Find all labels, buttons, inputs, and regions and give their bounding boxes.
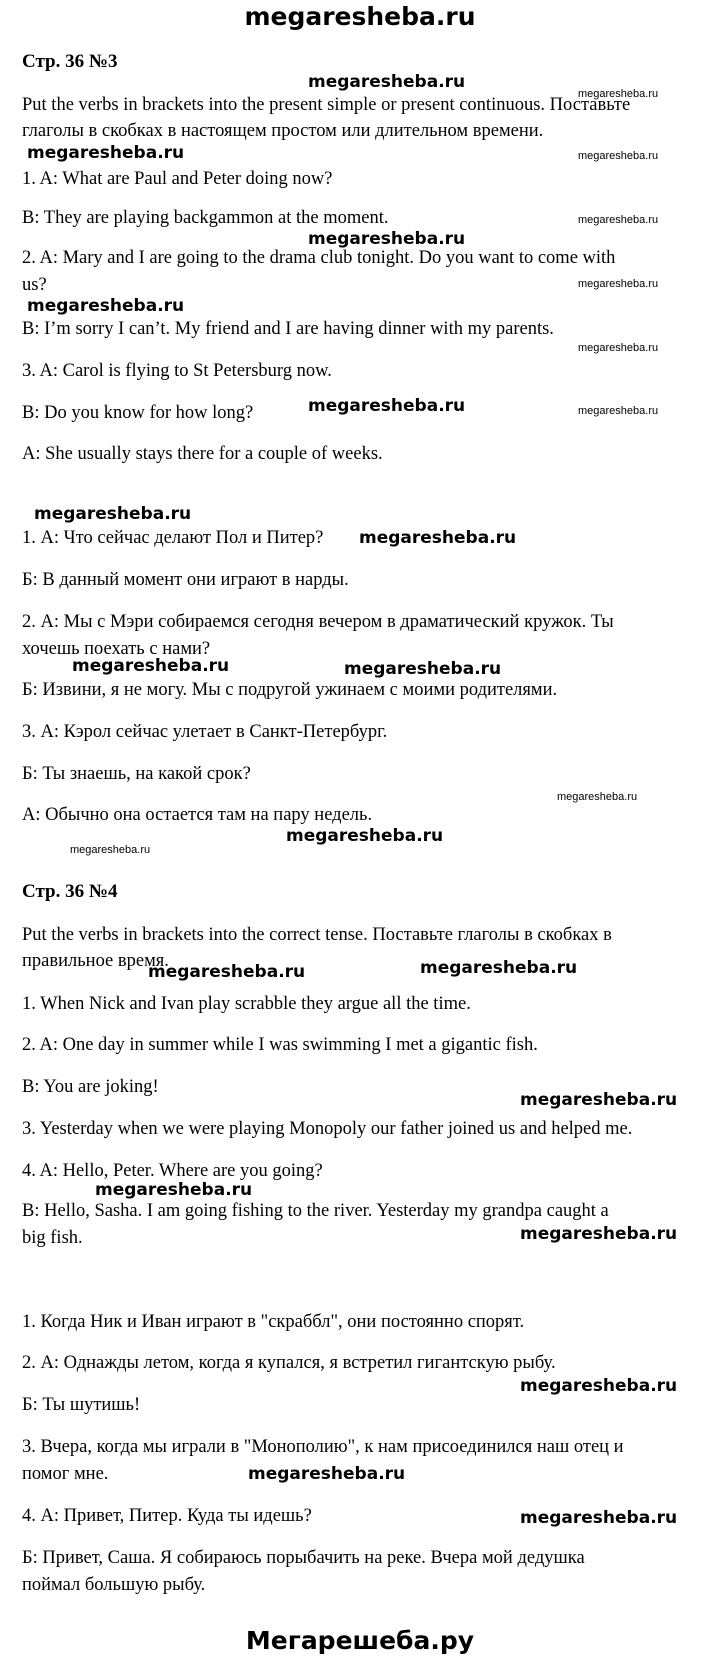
text-line: B: I’m sorry I can’t. My friend and I are having dinner with my parents. <box>22 319 554 339</box>
text-line: поймал большую рыбу. <box>22 1575 206 1595</box>
text-line: помог мне. <box>22 1464 109 1484</box>
watermark: megaresheba.ru <box>148 962 306 982</box>
watermark: megaresheba.ru <box>308 396 466 416</box>
text-line: B: Hello, Sasha. I am going fishing to the river. Yesterday my grandpa caught a <box>22 1201 609 1221</box>
text-line: 2. A: One day in summer while I was swimming I met a gigantic fish. <box>22 1035 538 1055</box>
text-line: 1. A: What are Paul and Peter doing now? <box>22 169 333 189</box>
watermark: megaresheba.ru <box>27 143 185 163</box>
text-line: Б: Ты шутишь! <box>22 1395 141 1415</box>
text-line: 4. A: Hello, Peter. Where are you going? <box>22 1161 323 1181</box>
text-line: 4. А: Привет, Питер. Куда ты идешь? <box>22 1506 312 1526</box>
text-line: правильное время. <box>22 951 169 971</box>
text-line: 1. When Nick and Ivan play scrabble they argue all the time. <box>22 994 471 1014</box>
text-line: Б: Привет, Саша. Я собираюсь порыбачить на реке. Вчера мой дедушка <box>22 1548 585 1568</box>
watermark-small: megaresheba.ru <box>578 150 659 162</box>
text-line: B: Do you know for how long? <box>22 403 254 423</box>
watermark: megaresheba.ru <box>286 826 444 846</box>
text-line: Put the verbs in brackets into the correct tense. Поставьте глаголы в скобках в <box>22 925 612 945</box>
watermark-small: megaresheba.ru <box>70 844 151 856</box>
watermark-small: megaresheba.ru <box>578 214 659 226</box>
text-line: 3. А: Кэрол сейчас улетает в Санкт-Петербург. <box>22 722 388 742</box>
text-line: B: They are playing backgammon at the moment. <box>22 208 389 228</box>
watermark: megaresheba.ru <box>520 1376 678 1396</box>
watermark: megaresheba.ru <box>308 229 466 249</box>
text-line: 2. А: Мы с Мэри собираемся сегодня вечером в драматический кружок. Ты <box>22 612 614 632</box>
section-title: Стр. 36 №3 <box>22 51 118 72</box>
text-line: 3. A: Carol is flying to St Petersburg now. <box>22 361 332 381</box>
watermark: megaresheba.ru <box>95 1180 253 1200</box>
watermark: megaresheba.ru <box>248 1464 406 1484</box>
watermark-small: megaresheba.ru <box>578 88 659 100</box>
text-line: Б: Извини, я не могу. Мы с подругой ужинаем с моими родителями. <box>22 680 558 700</box>
watermark-small: megaresheba.ru <box>578 278 659 290</box>
watermark-small: megaresheba.ru <box>578 342 659 354</box>
text-line: Б: В данный момент они играют в нарды. <box>22 570 349 590</box>
watermark: megaresheba.ru <box>420 958 578 978</box>
site-footer[interactable]: Мегарешеба.ру <box>245 1626 475 1655</box>
watermark: megaresheba.ru <box>34 504 192 524</box>
text-line: хочешь поехать с нами? <box>22 639 211 659</box>
text-line: 3. Вчера, когда мы играли в "Монополию", к нам присоединился наш отец и <box>22 1437 624 1457</box>
watermark: megaresheba.ru <box>308 72 466 92</box>
text-line: Put the verbs in brackets into the present simple or present continuous. Поставьте <box>22 95 631 115</box>
text-line: us? <box>22 275 47 295</box>
text-line: 1. А: Что сейчас делают Пол и Питер? <box>22 528 324 548</box>
text-line: 2. А: Однажды летом, когда я купался, я встретил гигантскую рыбу. <box>22 1353 556 1373</box>
text-line: А: Обычно она остается там на пару недель. <box>22 805 373 825</box>
text-line: глаголы в скобках в настоящем простом или длительном времени. <box>22 121 544 141</box>
watermark: megaresheba.ru <box>359 528 517 548</box>
watermark: megaresheba.ru <box>27 296 185 316</box>
site-header[interactable]: megaresheba.ru <box>244 2 476 31</box>
watermark-small: megaresheba.ru <box>557 791 638 803</box>
watermark-small: megaresheba.ru <box>578 405 659 417</box>
text-line: B: You are joking! <box>22 1077 159 1097</box>
section-title: Стр. 36 №4 <box>22 881 118 902</box>
watermark: megaresheba.ru <box>344 659 502 679</box>
watermark: megaresheba.ru <box>72 656 230 676</box>
text-line: 2. A: Mary and I are going to the drama club tonight. Do you want to come with <box>22 248 616 268</box>
text-line: 1. Когда Ник и Иван играют в "скраббл", они постоянно спорят. <box>22 1312 525 1332</box>
watermark: megaresheba.ru <box>520 1508 678 1528</box>
watermark: megaresheba.ru <box>520 1090 678 1110</box>
watermark: megaresheba.ru <box>520 1224 678 1244</box>
text-line: Б: Ты знаешь, на какой срок? <box>22 764 251 784</box>
text-line: A: She usually stays there for a couple of weeks. <box>22 444 383 464</box>
text-line: big fish. <box>22 1228 83 1248</box>
text-line: 3. Yesterday when we were playing Monopoly our father joined us and helped me. <box>22 1119 633 1139</box>
